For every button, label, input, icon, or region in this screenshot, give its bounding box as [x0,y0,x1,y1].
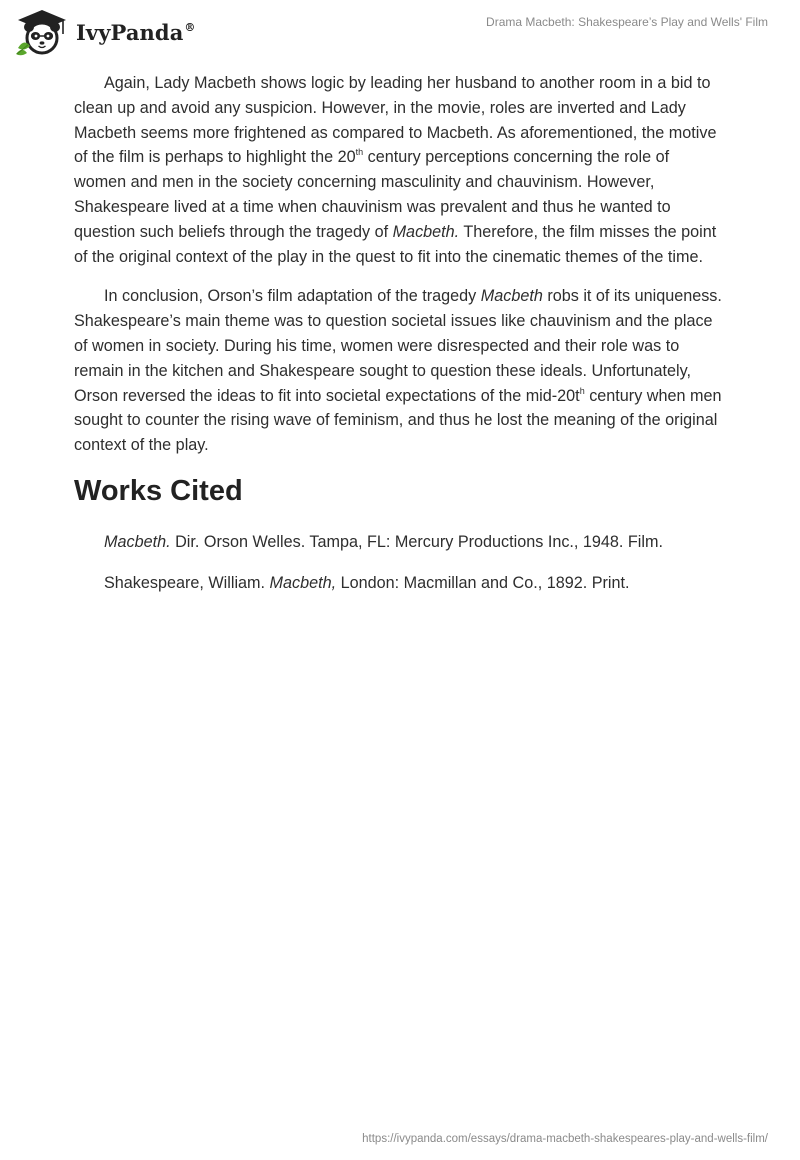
paragraph-text: century perceptions concerning the role of women and men in the society concerning masculinity and chauvinism. However, Shakespeare lived at a time when chauvinism was prevalent and thus he wanted to question such beliefs through the tragedy of [74,148,671,241]
citation-text: London: Macmillan and Co., 1892. Print. [336,573,630,592]
italic-title: Macbeth [480,287,543,306]
registered-mark: ® [184,20,196,34]
citation-entry [104,571,724,595]
italic-title: Macbeth. [392,222,460,241]
paragraph [74,71,724,269]
page-header [0,0,800,64]
logo-wordmark-text: IvyPanda [76,19,184,45]
logo-wordmark [76,20,196,45]
ordinal-suffix: h [579,385,585,396]
ordinal-suffix: th [355,147,364,158]
citation-title: Macbeth, [269,573,337,592]
citation-entry [104,530,724,554]
running-title: Drama Macbeth: Shakespeare’s Play and Wells' Film [486,15,768,29]
paragraph-text: Again, Lady Macbeth shows logic by leading her husband to another room in a bid to clean up and avoid any suspicion. However, in the movie, roles are inverted and Lady Macbeth seems more frightened as compared to Macbeth. As aforementioned, the motive of the film is perhaps to highlight the 20 [74,74,717,167]
panda-graduate-icon [14,8,70,56]
essay-body [74,71,724,612]
paragraph-text: century when men sought to counter the rising wave of feminism, and thus he lost the meaning of the original context of the play. [74,386,722,455]
paragraph-text: robs it of its uniqueness. Shakespeare’s main theme was to question societal issues like chauvinism and the place of women in society. During his time, women were disrespected and their role was to remain in the kitchen and Shakespeare sought to question these ideals. Unfortunately, Orson reversed the ideas to fit into societal expectations of the mid-20t [74,287,722,405]
ivypanda-logo[interactable] [14,8,196,56]
citation-title: Macbeth. [104,532,171,551]
paragraph-text: Therefore, the film misses the point of the original context of the play in the quest to fit into the cinematic themes of the time. [74,222,717,266]
source-url[interactable]: https://ivypanda.com/essays/drama-macbeth-shakespeares-play-and-wells-film/ [362,1133,768,1145]
citation-text: Dir. Orson Welles. Tampa, FL: Mercury Productions Inc., 1948. Film. [170,532,663,551]
paragraph [74,284,724,458]
works-cited-heading: Works Cited [74,474,243,507]
citation-author: Shakespeare, William. [104,573,270,592]
paragraph-text: In conclusion, Orson’s film adaptation of the tragedy [104,287,481,306]
